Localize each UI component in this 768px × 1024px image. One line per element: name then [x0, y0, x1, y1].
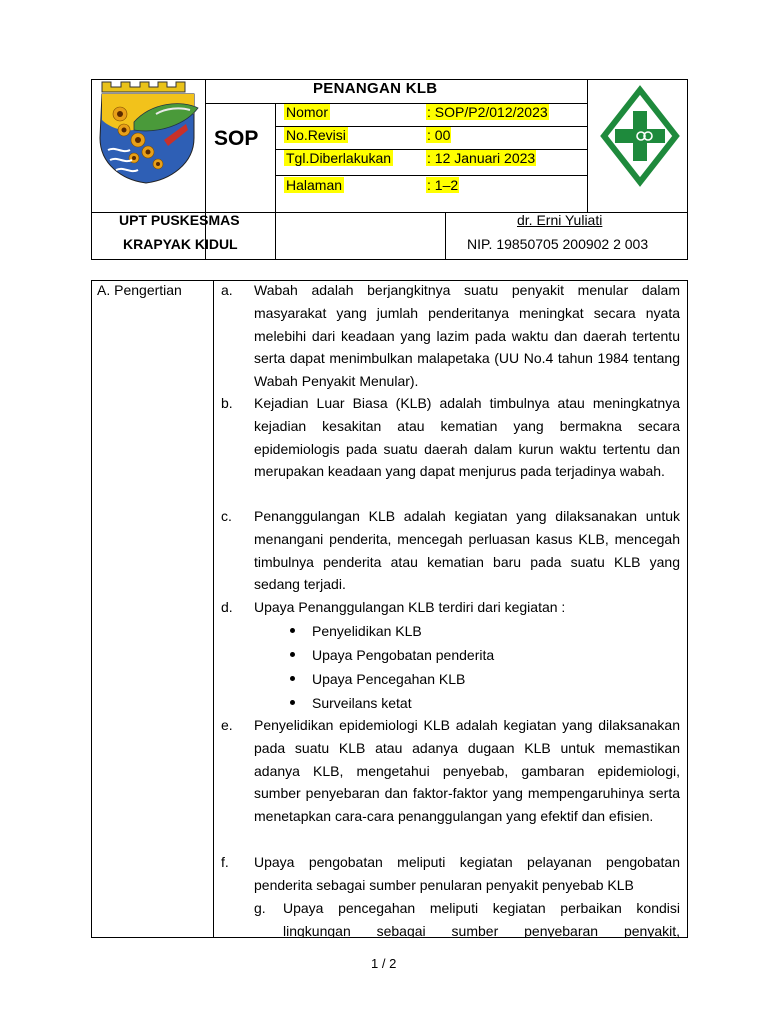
bullet-text: Upaya Pengobatan penderita: [312, 647, 495, 663]
item-marker-g: g.: [254, 900, 266, 916]
item-text-b: Kejadian Luar Biasa (KLB) adalah timbulnya atau meningkatnya kejadian kesakitan atau kematian yang bermakna secara epidemiologis pada suatu daerah dalam kurun waktu tertentu dan merupakan keadaan yang dapat menjurus pada terjadinya wabah.: [254, 395, 680, 480]
field-label-revisi: No.Revisi: [286, 127, 346, 143]
bullet-item: [290, 643, 494, 667]
signatory-name: dr. Erni Yuliati: [517, 212, 603, 228]
bullet-text: Upaya Pencegahan KLB: [312, 671, 466, 687]
field-label-halaman: Halaman: [286, 177, 343, 193]
field-value-nomor: : SOP/P2/012/2023: [427, 104, 548, 120]
field-label-nomor: Nomor: [286, 104, 329, 120]
field-value-revisi: : 00: [427, 127, 451, 143]
item-marker-a: a.: [221, 282, 233, 298]
org-line-2: KRAPYAK KIDUL: [123, 236, 238, 252]
item-text-c: Penanggulangan KLB adalah kegiatan yang dilaksanakan untuk menangani penderita, mencegah perluasan kasus KLB, mencegah timbulnya penderita atau kematian baru pada suatu KLB yang sedang terjadi.: [254, 508, 680, 593]
item-marker-f: f.: [221, 854, 229, 870]
item-marker-d: d.: [221, 599, 233, 615]
regional-emblem-logo: [94, 80, 202, 184]
field-value-halaman: : 1–2: [427, 177, 459, 193]
sop-label: SOP: [214, 127, 259, 150]
item-text-e: Penyelidikan epidemiologi KLB adalah kegiatan yang dilaksanakan pada suatu KLB atau adanya dugaan KLB untuk memastikan adanya KLB, mengetahui penyebab, gambaran epidemiologi, sumber penyebaran dan faktor-faktor yang mempengaruhinya serta menetapkan cara-cara penanggulangan yang efektif dan efisien.: [254, 717, 680, 825]
puskesmas-logo: [598, 84, 682, 188]
org-line-1: UPT PUSKESMAS: [119, 212, 240, 228]
item-marker-e: e.: [221, 717, 233, 733]
document-title: PENANGAN KLB: [313, 80, 438, 97]
item-text-a: Wabah adalah berjangkitnya suatu penyakit menular dalam masyarakat yang jumlah penderitanya meningkat secara nyata melebihi dari keadaan yang lazim pada waktu dan daerah tertentu serta dapat menimbulkan malapetaka (UU No.4 tahun 1984 tentang Wabah Penyakit Menular).: [254, 282, 680, 390]
item-marker-b: b.: [221, 395, 233, 411]
item-text-f: Upaya pengobatan meliputi kegiatan pelayanan pengobatan penderita sebagai sumber penularan penyakit penyebab KLB: [254, 854, 680, 893]
field-label-tgl: Tgl.Diberlakukan: [286, 150, 392, 166]
field-value-tgl: : 12 Januari 2023: [427, 150, 536, 166]
item-text-d: Upaya Penanggulangan KLB terdiri dari kegiatan :: [254, 599, 566, 615]
bullet-item: [290, 667, 465, 691]
bullet-text: Surveilans ketat: [312, 695, 412, 711]
signatory-nip: NIP. 19850705 200902 2 003: [467, 236, 649, 252]
bullet-item: [290, 619, 422, 643]
item-marker-c: c.: [221, 508, 232, 524]
bullet-item: [290, 691, 412, 715]
item-text-g: Upaya pencegahan meliputi kegiatan perbaikan kondisi lingkungan sebagai sumber penyebaran penyakit,: [283, 900, 680, 938]
section-heading: A. Pengertian: [97, 282, 182, 298]
bullet-text: Penyelidikan KLB: [312, 623, 422, 639]
page-number: 1 / 2: [371, 956, 397, 971]
